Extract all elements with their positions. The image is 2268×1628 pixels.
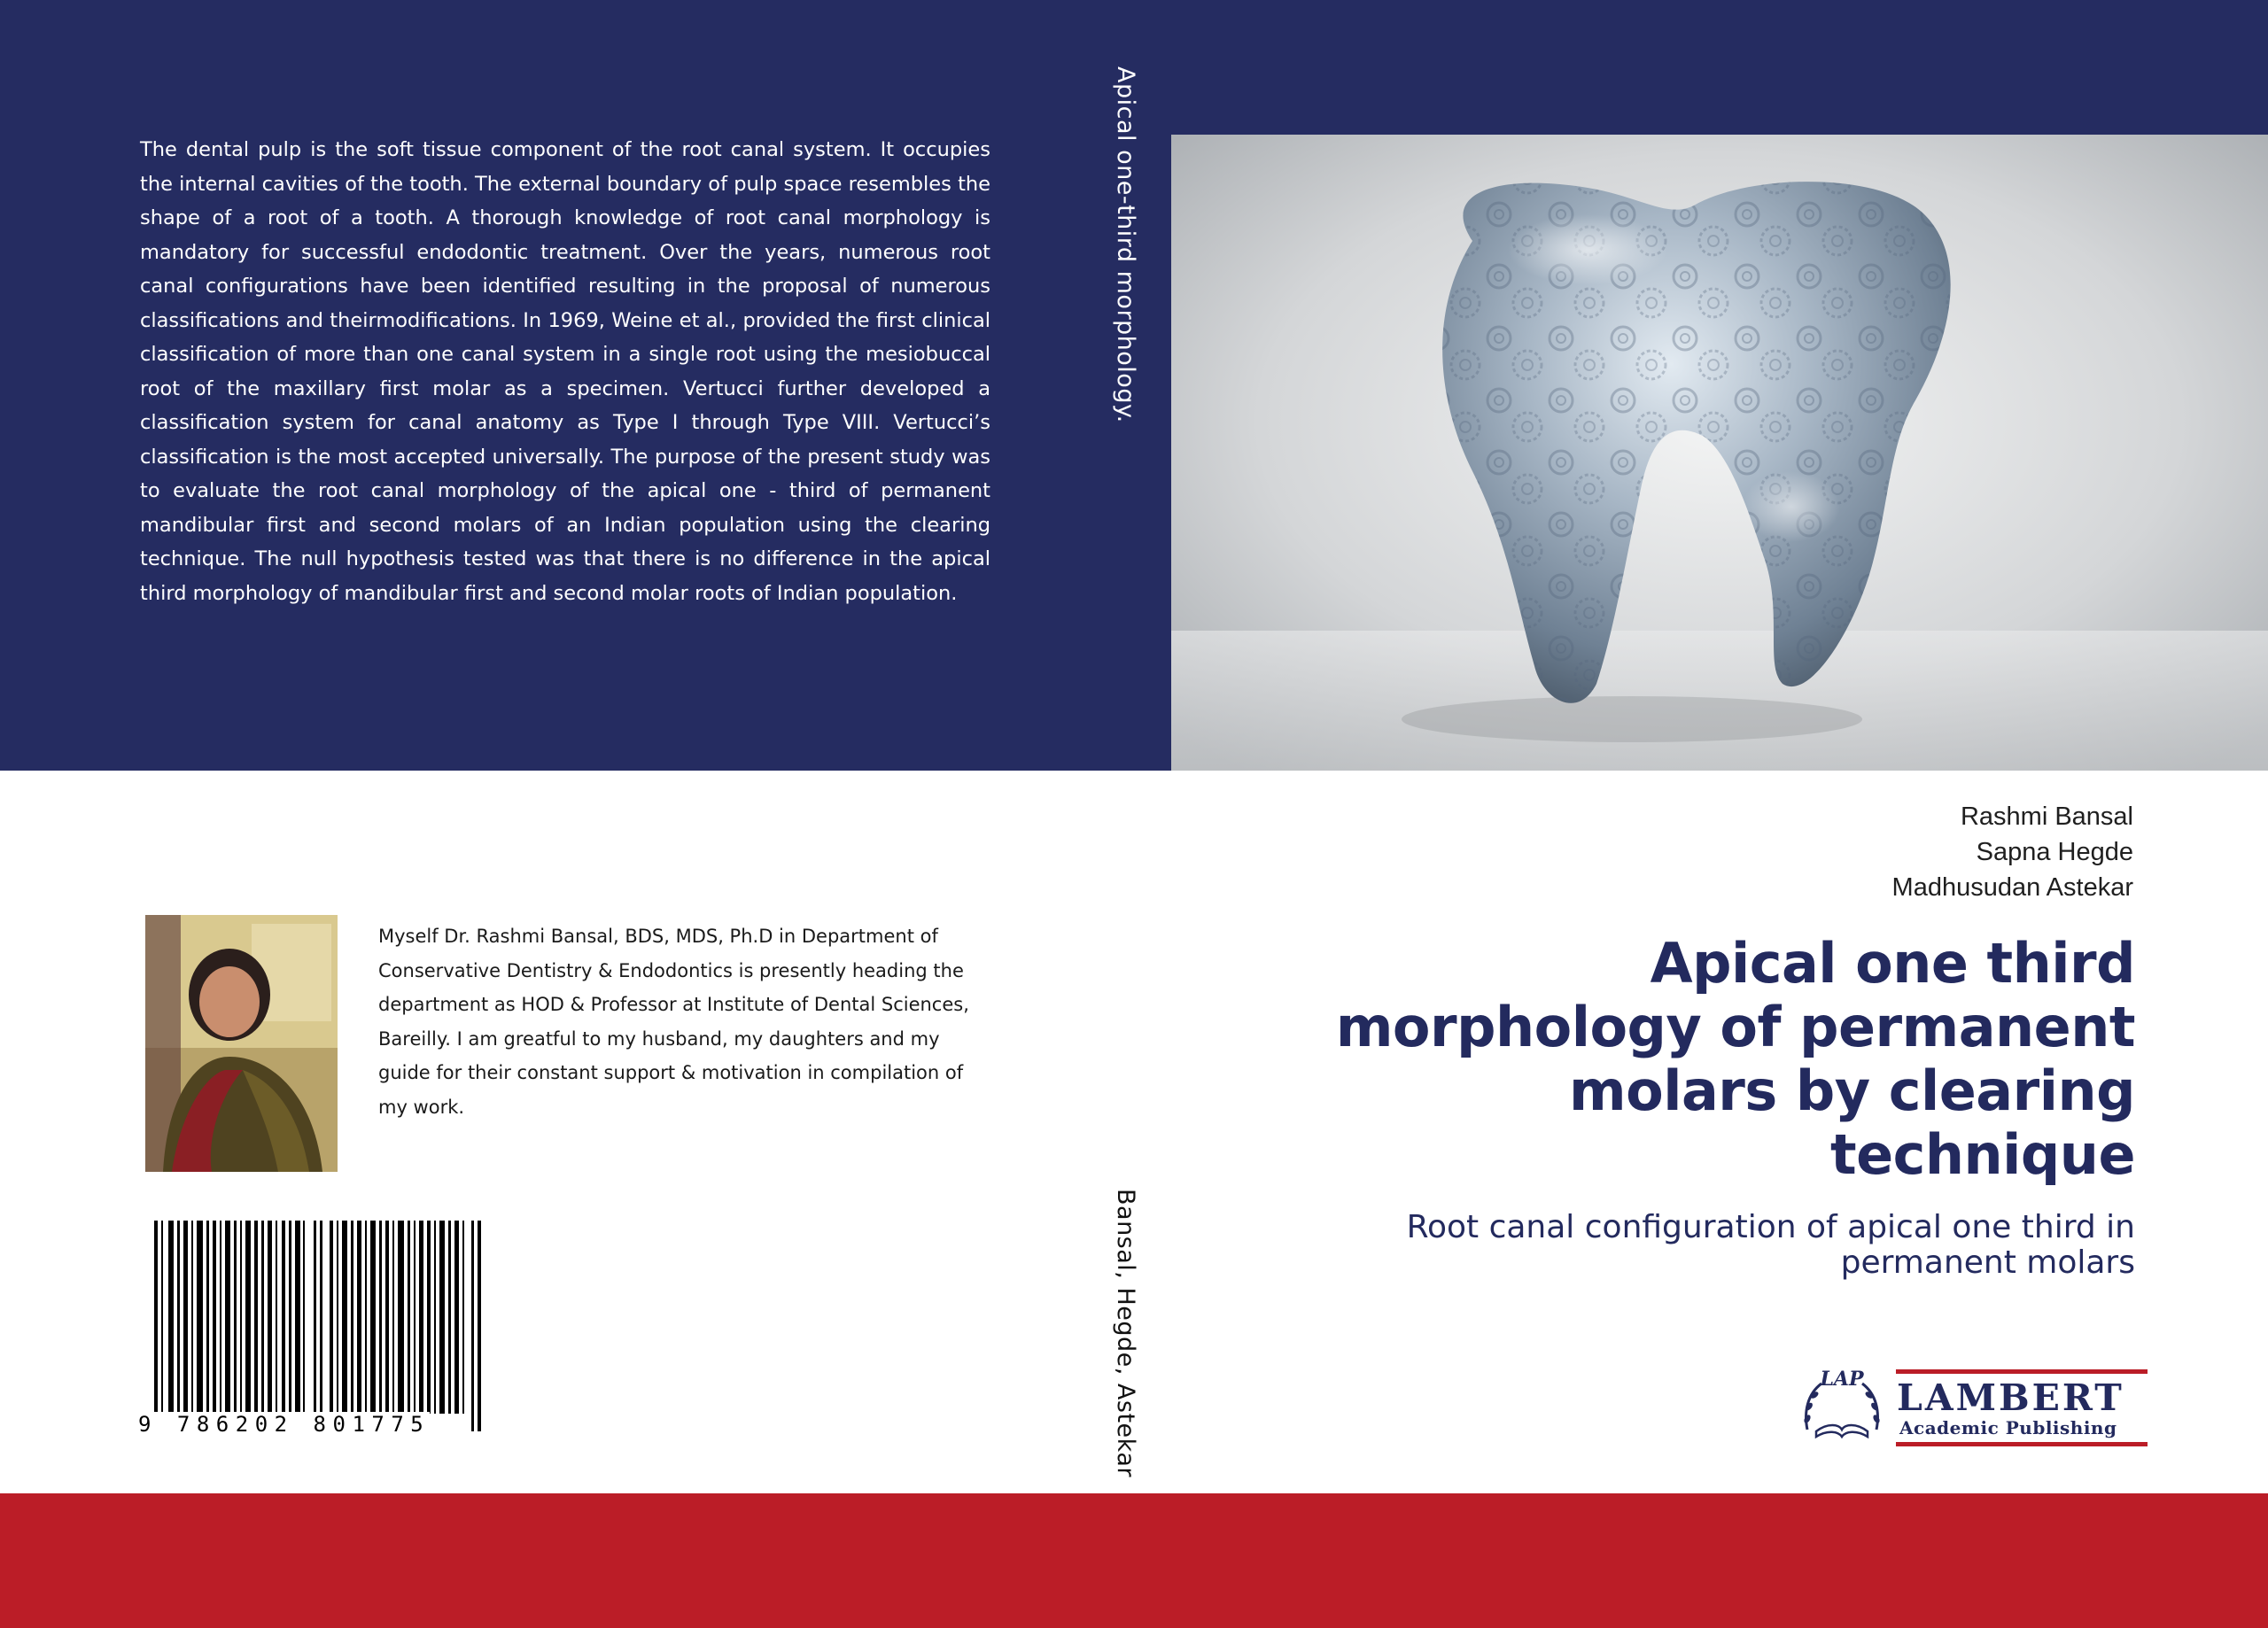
title-line: morphology of permanent xyxy=(1335,995,2135,1059)
author-name: Madhusudan Astekar xyxy=(1891,873,2133,902)
author-name: Sapna Hegde xyxy=(1976,838,2133,866)
back-cover-description: The dental pulp is the soft tissue component of the root canal system. It occupies the internal cavities of the tooth. The external boundary of pulp space resembles the shape of a root of a tooth. A thorough knowledge of root canal morphology is mandatory for successful endodontic treatment. Over the years, numerous root canal configurations have been identified resulting in the proposal of numerous classifications and theirmodifications. In 1969, Weine et al., provided the first clinical classification of more than one canal system in a single root using the mesiobuccal root of the maxillary first molar as a specimen. Vertucci further developed a classification system for canal anatomy as Type I through Type VIII. Vertucci’s classification is the most accepted universally. The purpose of the present study was to evaluate the root canal morphology of the apical one - third of permanent mandibular first and second molars of an Indian population using the clearing technique. The null hypothesis tested was that there is no difference in the apical third morphology of mandibular first and second molar roots of Indian population. xyxy=(140,138,990,605)
front-cover-authors xyxy=(1892,799,2133,905)
spine-authors: Bansal, Hegde, Astekar xyxy=(1112,1189,1139,1477)
author-bio: Myself Dr. Rashmi Bansal, BDS, MDS, Ph.D in Department of Conservative Dentistry & Endodontics is presently heading the department as HOD & Professor at Institute of Dental Sciences, Bareilly. I am greatful to my husband, my daughters and my guide for their constant support & motivation in compilation of my work. xyxy=(378,926,969,1118)
spine-title: Apical one-third morphology. xyxy=(1112,66,1139,423)
bottom-red-band xyxy=(0,1493,2268,1628)
book-subtitle xyxy=(1249,1210,2135,1281)
title-line: Apical one third xyxy=(1650,931,2135,996)
isbn-number: 9 786202 801775 xyxy=(138,1412,431,1437)
author-name: Rashmi Bansal xyxy=(1960,802,2133,831)
book-title xyxy=(1249,932,2135,1187)
title-line: molars by clearing xyxy=(1569,1058,2135,1123)
title-line: technique xyxy=(1829,1122,2135,1187)
isbn-barcode xyxy=(142,1221,514,1442)
subtitle-line: permanent molars xyxy=(1840,1244,2135,1281)
author-portrait xyxy=(145,915,338,1172)
publisher-name: Academic Publishing xyxy=(1899,1417,2117,1438)
logo-mark: LAP xyxy=(1820,1368,1864,1391)
tooth-illustration xyxy=(1171,135,2268,771)
publisher-brand: LAMBERT xyxy=(1897,1376,2124,1419)
subtitle-line: Root canal configuration of apical one third in xyxy=(1406,1209,2135,1245)
